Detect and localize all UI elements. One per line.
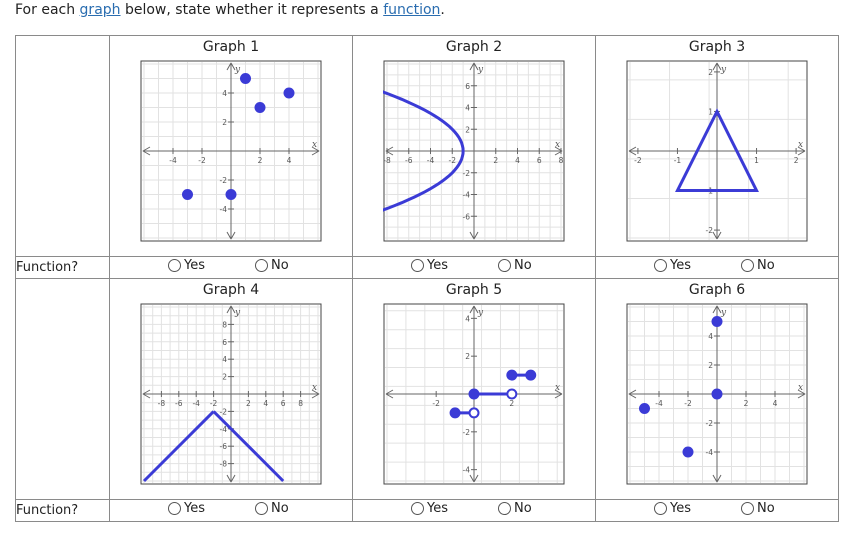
choices-graph-2 xyxy=(353,257,596,279)
y-axis-label: y xyxy=(721,65,727,75)
function-question-label: Function? xyxy=(16,257,110,279)
x-tick-label: 2 xyxy=(793,156,799,165)
choices-graph-3 xyxy=(596,257,839,279)
graph-4-no-option[interactable] xyxy=(255,501,289,516)
y-tick-label: 4 xyxy=(465,103,470,113)
x-tick-label: -4 xyxy=(192,399,200,408)
x-tick-label: -2 xyxy=(448,156,456,165)
y-tick-label: 4 xyxy=(222,355,227,365)
y-tick-label: -4 xyxy=(462,190,470,200)
graph-title-1: Graph 1 xyxy=(202,39,260,55)
y-tick-label: -2 xyxy=(705,419,713,428)
closed-point xyxy=(183,190,192,199)
graph-6-plot xyxy=(626,303,808,485)
x-tick-label: 4 xyxy=(286,156,292,165)
graph-row-2 xyxy=(16,279,839,500)
no-label: No xyxy=(271,258,289,273)
y-tick-label: 2 xyxy=(222,372,227,382)
row-header-empty xyxy=(16,279,110,500)
y-tick-label: 2 xyxy=(708,67,713,77)
row-header-empty xyxy=(16,36,110,257)
graph-4-plot xyxy=(140,303,322,485)
y-tick-label: 6 xyxy=(222,337,227,347)
y-axis-label: y xyxy=(235,308,241,318)
graph-5-yes-option[interactable] xyxy=(411,501,448,516)
open-point xyxy=(470,408,479,417)
graph-6-no-option[interactable] xyxy=(741,501,775,516)
answer-row-2 xyxy=(16,500,839,522)
closed-point xyxy=(713,390,722,399)
x-tick-label: 1 xyxy=(754,156,759,165)
y-tick-label: 2 xyxy=(465,125,470,135)
radio-button[interactable] xyxy=(168,502,181,515)
closed-point xyxy=(713,317,722,326)
closed-point xyxy=(451,408,460,417)
y-tick-label: -4 xyxy=(219,424,227,434)
graph-cell-5 xyxy=(353,279,596,500)
yes-label: Yes xyxy=(670,501,691,516)
graph-title-4: Graph 4 xyxy=(202,282,260,298)
radio-button[interactable] xyxy=(411,502,424,515)
graph-link[interactable]: graph xyxy=(79,2,121,18)
x-axis-label: x xyxy=(555,140,561,150)
yes-label: Yes xyxy=(670,258,691,273)
radio-button[interactable] xyxy=(741,502,754,515)
no-label: No xyxy=(271,501,289,516)
graph-table xyxy=(15,35,839,522)
choices-graph-1 xyxy=(110,257,353,279)
graph-row-1 xyxy=(16,36,839,257)
x-tick-label: -4 xyxy=(169,156,177,165)
graph-5-no-option[interactable] xyxy=(498,501,532,516)
y-tick-label: 1 xyxy=(708,107,713,117)
closed-point xyxy=(526,371,535,380)
graph-cell-4 xyxy=(110,279,353,500)
graph-title-5: Graph 5 xyxy=(445,282,503,298)
graph-3-no-option[interactable] xyxy=(741,258,775,273)
function-link[interactable]: function xyxy=(383,2,441,18)
yes-label: Yes xyxy=(184,258,205,273)
y-axis-label: y xyxy=(235,65,241,75)
x-tick-label: -1 xyxy=(673,156,682,165)
graph-3-plot xyxy=(626,60,808,242)
x-tick-label: 2 xyxy=(246,399,251,408)
x-axis-label: x xyxy=(555,383,561,393)
x-tick-label: -2 xyxy=(209,399,218,408)
x-axis-label: x xyxy=(312,140,318,150)
yes-label: Yes xyxy=(427,501,448,516)
x-tick-label: -8 xyxy=(383,156,391,165)
y-tick-label: -6 xyxy=(219,442,227,452)
closed-point xyxy=(470,390,479,399)
y-tick-label: -6 xyxy=(462,212,470,222)
no-label: No xyxy=(514,258,532,273)
graph-cell-3 xyxy=(596,36,839,257)
closed-point xyxy=(227,190,236,199)
y-tick-label: -2 xyxy=(219,176,227,185)
y-tick-label: 8 xyxy=(222,320,227,330)
yes-label: Yes xyxy=(184,501,205,516)
graph-1-yes-option[interactable] xyxy=(168,258,205,273)
y-tick-label: 2 xyxy=(222,118,227,127)
y-tick-label: 4 xyxy=(708,332,713,341)
y-tick-label: 6 xyxy=(465,81,470,91)
y-tick-label: -2 xyxy=(462,427,470,437)
x-tick-label: 2 xyxy=(493,156,499,165)
x-tick-label: 8 xyxy=(298,399,303,408)
y-tick-label: -8 xyxy=(219,459,227,469)
choices-graph-5 xyxy=(353,500,596,522)
closed-point xyxy=(507,371,516,380)
y-axis-label: y xyxy=(478,308,484,318)
radio-button[interactable] xyxy=(741,259,754,272)
closed-point xyxy=(285,89,294,98)
y-tick-label: 4 xyxy=(465,314,470,324)
instructions xyxy=(15,2,445,18)
x-tick-label: 2 xyxy=(257,156,263,165)
answer-row-1 xyxy=(16,257,839,279)
no-label: No xyxy=(757,258,775,273)
radio-button[interactable] xyxy=(411,259,424,272)
y-tick-label: -2 xyxy=(462,168,470,178)
closed-point xyxy=(241,74,250,83)
x-tick-label: 4 xyxy=(772,399,778,408)
graph-title-2: Graph 2 xyxy=(445,39,503,55)
graph-1-no-option[interactable] xyxy=(255,258,289,273)
y-tick-label: 2 xyxy=(465,352,470,362)
x-tick-label: -2 xyxy=(198,156,206,165)
radio-button[interactable] xyxy=(168,259,181,272)
x-tick-label: 2 xyxy=(509,399,515,408)
graph-4-yes-option[interactable] xyxy=(168,501,205,516)
y-tick-label: -2 xyxy=(705,226,713,236)
x-tick-label: -2 xyxy=(432,399,440,408)
radio-button[interactable] xyxy=(255,502,268,515)
graph-5-plot xyxy=(383,303,565,485)
x-tick-label: -6 xyxy=(175,399,183,408)
instruction-middle: below, state whether it represents a xyxy=(120,2,384,18)
choices-graph-6 xyxy=(596,500,839,522)
no-label: No xyxy=(514,501,532,516)
radio-button[interactable] xyxy=(498,259,511,272)
x-tick-label: -6 xyxy=(405,156,413,165)
radio-button[interactable] xyxy=(654,259,667,272)
graph-1-plot xyxy=(140,60,322,242)
x-tick-label: 4 xyxy=(515,156,520,165)
y-tick-label: -1 xyxy=(705,186,713,196)
x-tick-label: -2 xyxy=(634,156,642,165)
x-tick-label: -2 xyxy=(684,399,692,408)
graph-title-6: Graph 6 xyxy=(688,282,746,298)
x-tick-label: 8 xyxy=(558,156,564,165)
x-tick-label: 6 xyxy=(280,399,286,408)
closed-point xyxy=(256,103,265,112)
instruction-prefix: For each xyxy=(15,2,80,18)
graph-6-yes-option[interactable] xyxy=(654,501,691,516)
graph-2-no-option[interactable] xyxy=(498,258,532,273)
no-label: No xyxy=(757,501,775,516)
y-tick-label: 2 xyxy=(708,361,713,370)
x-axis-label: x xyxy=(312,383,318,393)
graph-title-3: Graph 3 xyxy=(688,39,746,55)
function-question-label: Function? xyxy=(16,500,110,522)
radio-button[interactable] xyxy=(255,259,268,272)
graph-2-plot xyxy=(383,60,565,242)
radio-button[interactable] xyxy=(654,502,667,515)
graph-cell-1 xyxy=(110,36,353,257)
x-tick-label: -4 xyxy=(655,399,663,408)
y-tick-label: -4 xyxy=(705,448,713,457)
graph-cell-6 xyxy=(596,279,839,500)
x-axis-label: x xyxy=(798,383,804,393)
x-axis-label: x xyxy=(798,140,804,150)
x-tick-label: -8 xyxy=(157,399,166,408)
closed-point xyxy=(640,404,649,413)
y-tick-label: -4 xyxy=(462,465,470,475)
y-axis-label: y xyxy=(478,65,484,75)
x-tick-label: 2 xyxy=(743,399,749,408)
graph-3-yes-option[interactable] xyxy=(654,258,691,273)
closed-point xyxy=(684,448,693,457)
x-tick-label: 4 xyxy=(263,399,269,408)
x-tick-label: -4 xyxy=(426,156,435,165)
y-tick-label: -2 xyxy=(219,407,227,417)
instruction-suffix: . xyxy=(440,2,445,18)
y-axis-label: y xyxy=(721,308,727,318)
graph-cell-2 xyxy=(353,36,596,257)
y-tick-label: 4 xyxy=(222,89,227,98)
open-point xyxy=(507,390,516,399)
yes-label: Yes xyxy=(427,258,448,273)
radio-button[interactable] xyxy=(498,502,511,515)
x-tick-label: 6 xyxy=(536,156,542,165)
y-tick-label: -4 xyxy=(219,205,227,214)
graph-2-yes-option[interactable] xyxy=(411,258,448,273)
choices-graph-4 xyxy=(110,500,353,522)
